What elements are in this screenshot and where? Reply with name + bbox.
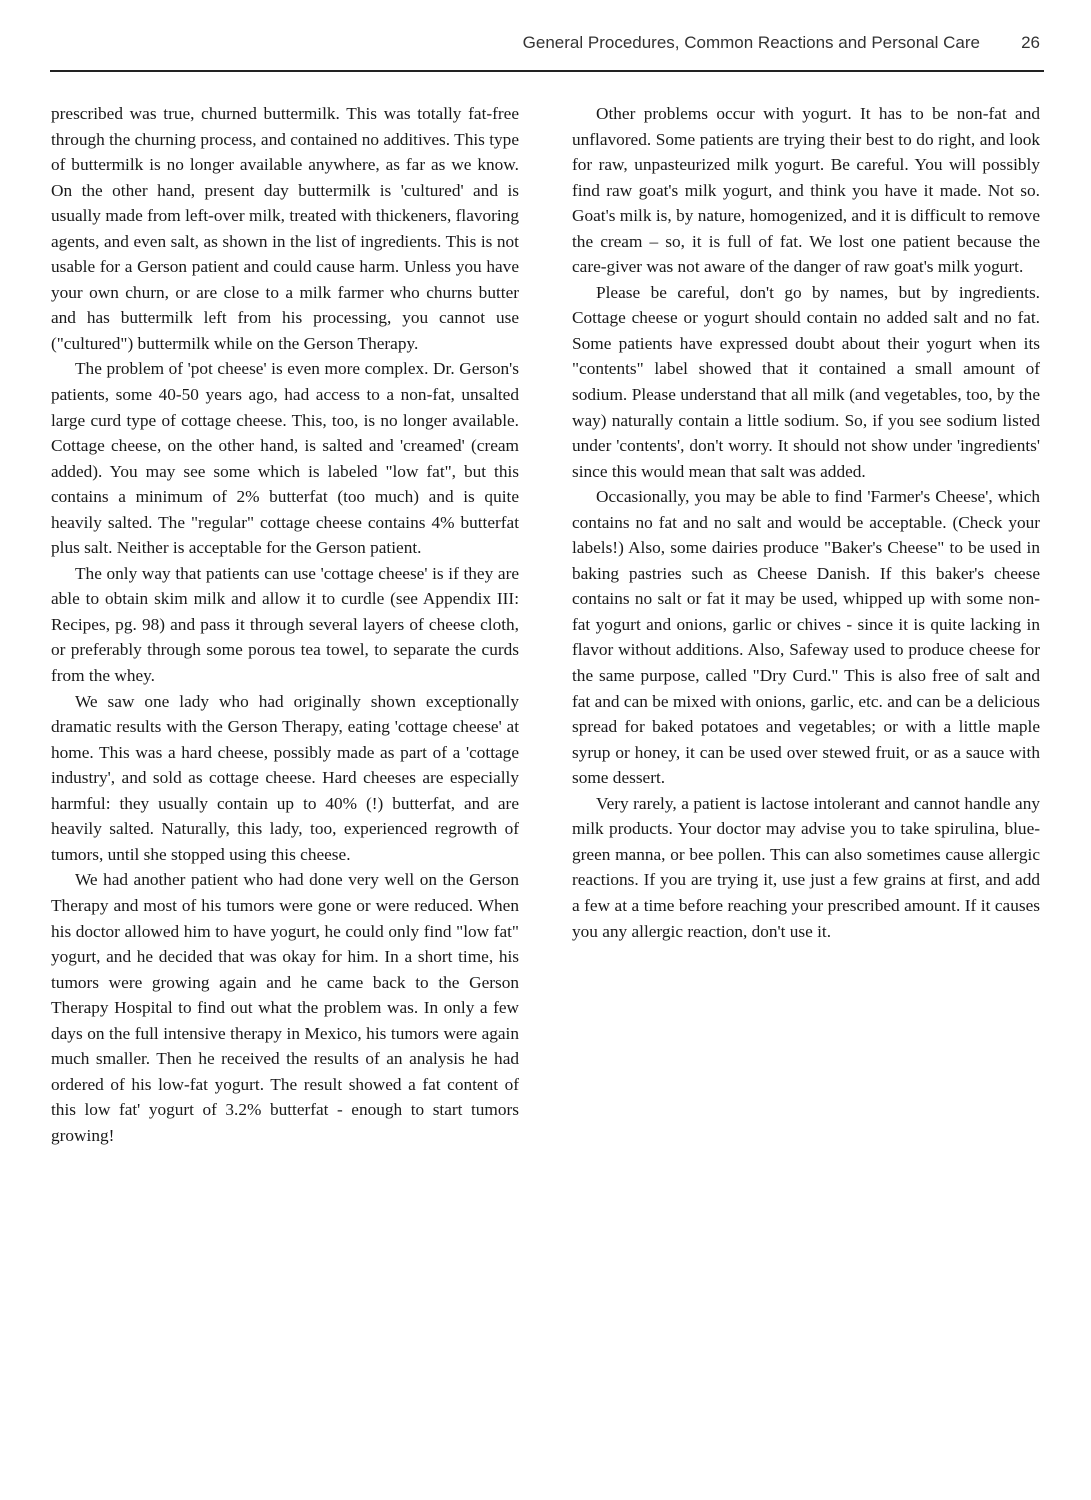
paragraph-hard-cheese-case: We saw one lady who had originally shown exceptionally dramatic results with the Gerson Therapy, eating 'cottage cheese' at home. This was a hard cheese, possibly made as part of a 'cottage industry', and sold as cottage cheese. Hard cheeses are especially harmful: they usually contain up to 40% (!) butterfat, and are heavily salted. Naturally, this lady, too, experienced regrowth of tumors, until she stopped using this cheese. xyxy=(51,691,519,864)
page-header xyxy=(50,30,1044,72)
paragraph-pot-cheese: The problem of 'pot cheese' is even more complex. Dr. Gerson's patients, some 40-50 years ago, had access to a non-fat, unsalted large curd type of cottage cheese. This, too, is no longer available. Cottage cheese, on the other hand, is salted and 'creamed' (cream added). You may see some which is labeled "low fat", but this contains a minimum of 2% butterfat (too much) and is quite heavily salted. The "regular" cottage cheese contains 4% butterfat plus salt. Neither is acceptable for the Gerson patient. xyxy=(51,359,519,558)
paragraph-cottage-cheese-method: The only way that patients can use 'cottage cheese' is if they are able to obtain skim milk and allow it to curdle (see Appendix III: Recipes, pg. 98) and pass it through several layers of cheese cloth, or preferably through some porous tea towel, to separate the curds from the whey. xyxy=(51,563,519,686)
paragraph-farmers-cheese: Occasionally, you may be able to find 'Farmer's Cheese', which contains no fat and no salt and would be acceptable. (Check your labels!) Also, some dairies produce "Baker's Cheese" to be used in baking pastries such as Cheese Danish. If this baker's cheese contains no salt or fat it may be used, whipped up with some non-fat yogurt and onions, garlic or chives - since it is quite lacking in flavor without additions. Also, Safeway used to produce cheese for the same purpose, called "Dry Curd." This is also free of salt and fat and can be mixed with onions, garlic, etc. and can be a delicious spread for baked potatoes and vegetables; or with a little maple syrup or honey, it can be used over stewed fruit, or as a sauce with some dessert. xyxy=(572,487,1040,788)
running-header-title: General Procedures, Common Reactions and Personal Care xyxy=(522,33,980,52)
right-column xyxy=(572,101,1040,944)
paragraph-low-fat-yogurt-case: We had another patient who had done very well on the Gerson Therapy and most of his tumors were gone or were reduced. When his doctor allowed him to have yogurt, he could only find "low fat" yogurt, and he decided that was okay for him. In a short time, his tumors were growing again and he came back to the Gerson Therapy Hospital to find out what the problem was. In only a few days on the full intensive therapy in Mexico, his tumors were again much smaller. Then he received the results of an analysis he had ordered of his low-fat yogurt. The result showed a fat content of this low fat' yogurt of 3.2% butterfat - enough to start tumors growing! xyxy=(51,870,519,1145)
page-number: 26 xyxy=(1021,33,1040,52)
paragraph-buttermilk-continued: prescribed was true, churned buttermilk. This was totally fat-free through the churning process, and contained no additives. This type of buttermilk is no longer available anywhere, as far as we know. On the other hand, present day buttermilk is 'cultured' and is usually made from left-over milk, treated with thickeners, flavoring agents, and even salt, as shown in the list of ingredients. This is not usable for a Gerson patient and could cause harm. Unless you have your own churn, or are close to a milk farmer who churns butter and has buttermilk left from his processing, you cannot use ("cultured") buttermilk while on the Gerson Therapy. xyxy=(51,104,519,353)
paragraph-check-ingredients: Please be careful, don't go by names, but by ingredients. Cottage cheese or yogurt should contain no added salt and no fat. Some patients have expressed doubt about their yogurt when its "contents" label showed that it contained a small amount of sodium. Please understand that all milk (and vegetables, too, by the way) naturally contain a little sodium. So, if you see sodium listed under 'contents', don't worry. It should not show under 'ingredients' since this would mean that salt was added. xyxy=(572,282,1040,481)
paragraph-yogurt-problems: Other problems occur with yogurt. It has to be non-fat and unflavored. Some patients are trying their best to do right, and look for raw, unpasteurized milk yogurt. Be careful. You will possibly find raw goat's milk yogurt, and think you have it made. Not so. Goat's milk is, by nature, homogenized, and it is difficult to remove the cream – so, it is full of fat. We lost one patient because the care-giver was not aware of the danger of raw goat's milk yogurt. xyxy=(572,104,1040,277)
left-column xyxy=(51,101,519,1148)
paragraph-lactose-intolerance: Very rarely, a patient is lactose intolerant and cannot handle any milk products. Your doctor may advise you to take spirulina, blue-green manna, or bee pollen. This can also sometimes cause allergic reactions. If you are trying it, use just a few grains at first, and add a few at a time before reaching your prescribed amount. If it causes you any allergic reaction, don't use it. xyxy=(572,793,1040,941)
